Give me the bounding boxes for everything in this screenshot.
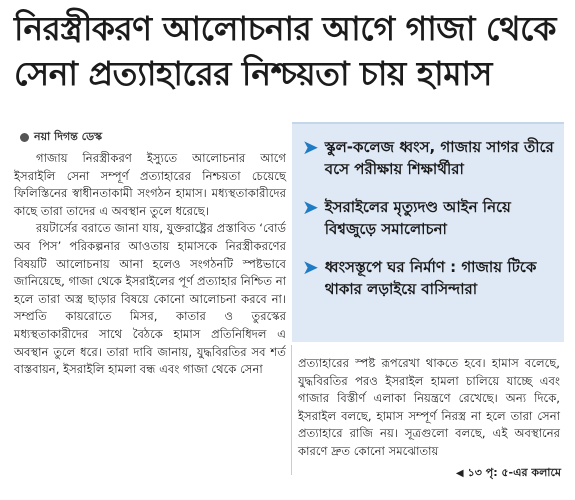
- related-headline-2[interactable]: [302, 196, 554, 240]
- article-paragraph-2: রয়টার্সের বরাতে জানা যায়, যুক্তরাষ্ট্রের প্রস্তাবিত ‘বোর্ড অব পিস’ পরিকল্পনার আওতায় হামাসকে নিরস্ত্রীকরণের বিষয়টি আলোচনায় আনা হলেও সংগঠনটি স্পষ্টভাবে জানিয়েছে, গাজা থেকে ইসরাইলের পূর্ণ প্রত্যাহার নিশ্চিত না হলে তারা অস্ত্র ছাড়ার বিষয়ে কোনো আলোচনা করবে না। সম্প্রতি কায়রোতে মিসর, কাতার ও তুরস্কের মধ্যস্থতাকারীদের সাথে বৈঠকে হামাস প্রতিনিধিদল এ অবস্থান তুলে ধরে। তারা দাবি জানায়, যুদ্ধবিরতির সব শর্ত বাস্তবায়ন, ইসরাইলি হামলা বন্ধ এবং গাজা থেকে সেনা: [14, 221, 286, 377]
- related-headline-1[interactable]: [302, 136, 554, 180]
- related-headline-text: স্কুল-কলেজ ধ্বংস, গাজায় সাগর তীরে বসে পরীক্ষায় শিক্ষার্থীরা: [324, 138, 554, 178]
- headline: [14, 6, 564, 96]
- column-divider: [291, 345, 292, 475]
- byline-text: নয়া দিগন্ত ডেস্ক: [34, 130, 103, 143]
- chevron-right-icon: ➤: [302, 195, 319, 219]
- related-headline-text: ধ্বংসস্তূপে ঘর নির্মাণ : গাজায় টিকে থাকার লড়াইয়ে বাসিন্দারা: [324, 258, 537, 298]
- chevron-right-icon: ➤: [302, 135, 319, 159]
- triangle-right-icon: ◀: [455, 468, 464, 479]
- related-headline-text: ইসরাইলের মৃত্যুদণ্ড আইন নিয়ে বিশ্বজুড়ে সমালোচনা: [324, 198, 511, 238]
- bullet-dot-icon: [20, 133, 29, 142]
- headline-line-2: সেনা প্রত্যাহারের নিশ্চয়তা চায় হামাস: [14, 54, 492, 93]
- article-left-column: [14, 150, 286, 379]
- article-right-column: [298, 355, 560, 461]
- continued-on-page[interactable]: [456, 464, 561, 483]
- article-paragraph-1: গাজায় নিরস্ত্রীকরণ ইস্যুতে আলোচনার আগে ইসরাইলি সেনা সম্পূর্ণ প্রত্যাহারের নিশ্চয়তা চেয়েছে ফিলিস্তিনের স্বাধীনতাকামী সংগঠন হামাস। মধ্যস্থতাকারীদের কাছে তারা তাদের এ অবস্থান তুলে ধরেছে।: [14, 151, 286, 218]
- chevron-right-icon: ➤: [302, 255, 319, 279]
- headline-line-1: নিরস্ত্রীকরণ আলোচনার আগে গাজা থেকে: [14, 9, 556, 48]
- byline: [20, 128, 102, 147]
- continued-on-page-text: ১৩ পৃ: ৫-এর কলামে: [467, 466, 561, 479]
- article-paragraph-3: প্রত্যাহারের স্পষ্ট রূপরেখা থাকতে হবে। হামাস বলেছে, যুদ্ধবিরতির পরও ইসরাইল হামলা চালিয়ে যাচ্ছে এবং গাজার বিস্তীর্ণ এলাকা নিয়ন্ত্রণে রেখেছে। অন্য দিকে, ইসরাইল বলছে, হামাস সম্পূর্ণ নিরস্ত্র না হলে তারা সেনা প্রত্যাহারে রাজি নয়। সূত্রগুলো বলছে, এই অবস্থানের কারণে দ্রুত কোনো সমঝোতায়: [298, 356, 560, 458]
- related-headline-3[interactable]: [302, 256, 554, 300]
- related-headlines-box: [292, 122, 564, 342]
